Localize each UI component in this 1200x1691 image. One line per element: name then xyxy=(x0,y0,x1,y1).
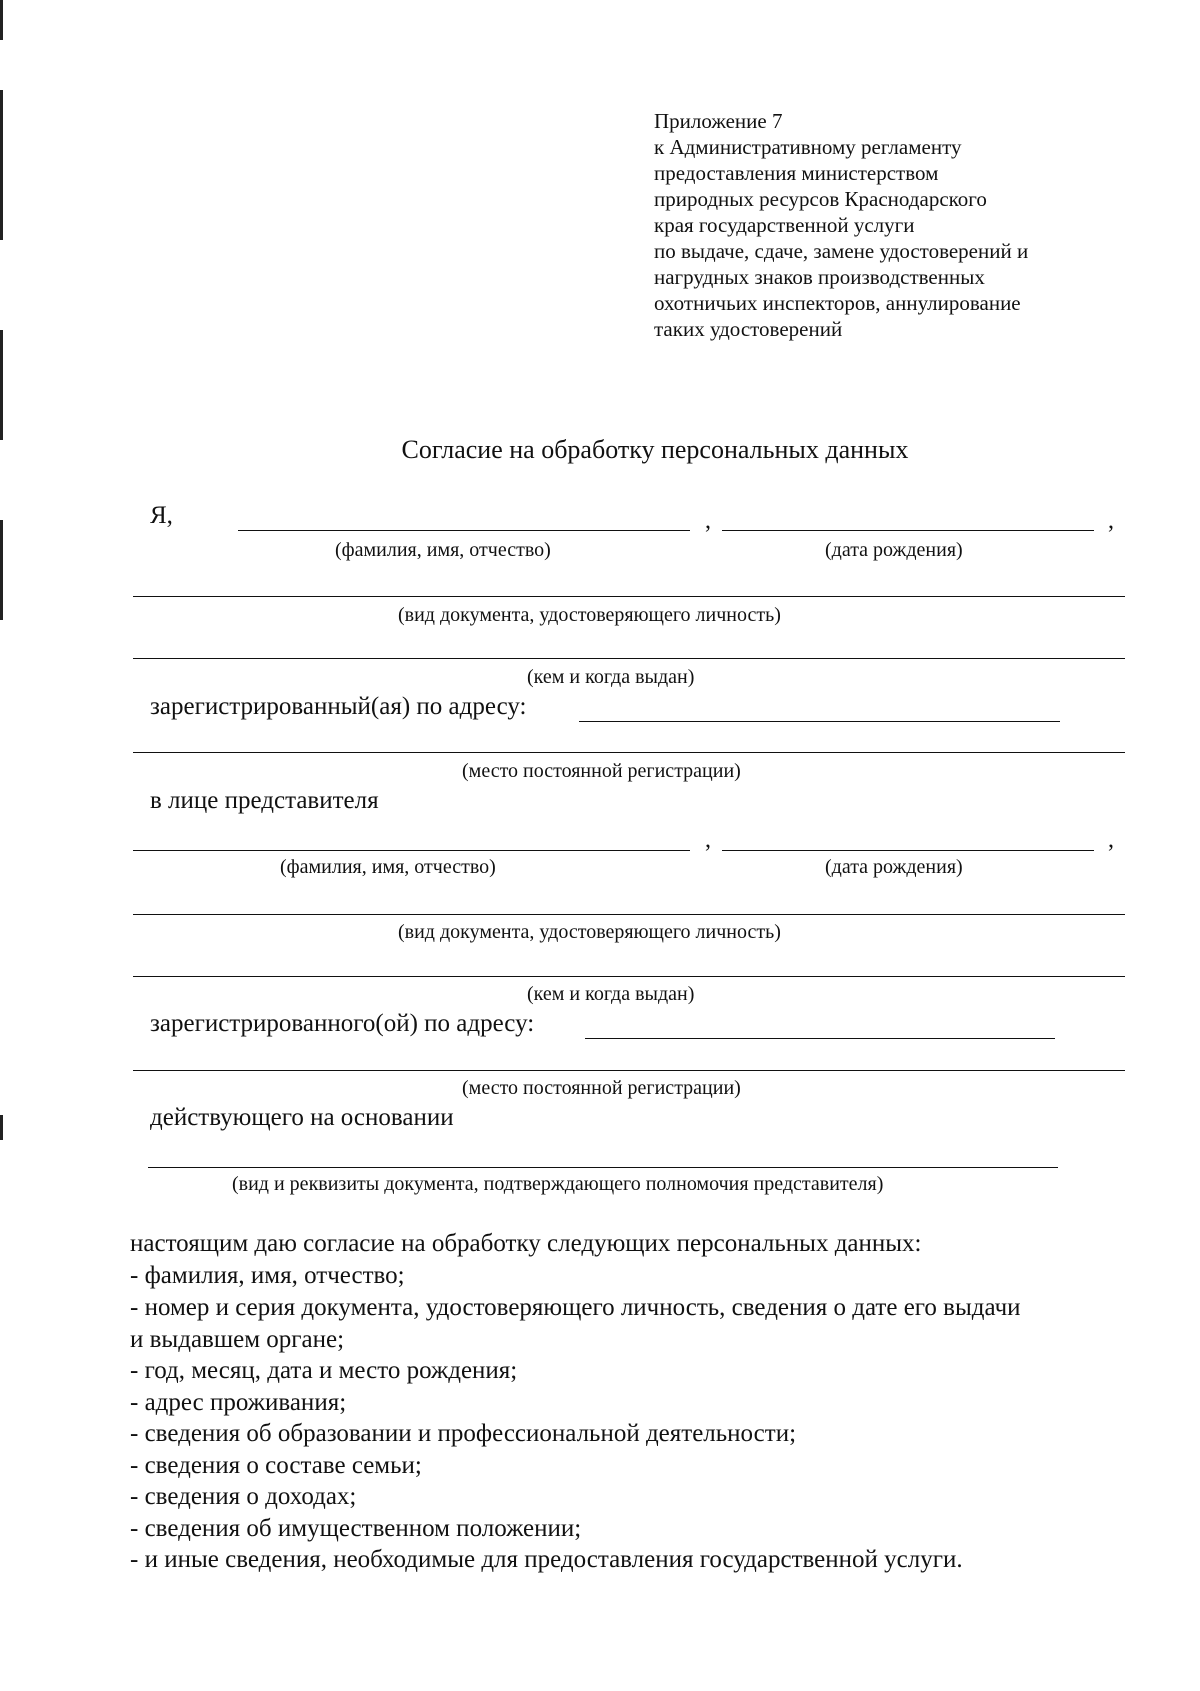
comma-separator: , xyxy=(705,827,711,853)
comma-separator: , xyxy=(1108,827,1114,853)
caption-representative-birthdate: (дата рождения) xyxy=(825,856,963,878)
consent-item: - сведения об имущественном положении; xyxy=(130,1514,582,1542)
caption-applicant-name: (фамилия, имя, отчество) xyxy=(335,539,551,561)
scan-edge-mark xyxy=(0,520,3,620)
representative-label: в лице представителя xyxy=(150,787,379,814)
consent-item: - сведения о доходах; xyxy=(130,1483,357,1510)
caption-applicant-residence: (место постоянной регистрации) xyxy=(462,760,741,782)
representative-basis-field[interactable] xyxy=(148,1167,1058,1168)
applicant-address-field[interactable] xyxy=(579,721,1060,722)
appendix-line: нагрудных знаков производственных xyxy=(654,265,985,289)
consent-section xyxy=(130,1228,1170,1576)
representative-basis-label: действующего на основании xyxy=(150,1104,454,1131)
applicant-birthdate-field[interactable] xyxy=(722,530,1094,531)
appendix-line: природных ресурсов Краснодарского xyxy=(654,187,987,211)
document-title: Согласие на обработку персональных данных xyxy=(401,435,909,464)
appendix-line: по выдаче, сдаче, замене удостоверений и xyxy=(654,239,1029,263)
caption-representative-basis: (вид и реквизиты документа, подтверждающего полномочия представителя) xyxy=(232,1173,884,1195)
caption-applicant-issued-by: (кем и когда выдан) xyxy=(527,666,695,688)
appendix-line: Приложение 7 xyxy=(654,109,783,133)
applicant-address-continuation-field[interactable] xyxy=(133,752,1125,753)
appendix-line: охотничьих инспекторов, аннулирование xyxy=(654,291,1021,315)
representative-issued-by-field[interactable] xyxy=(133,976,1125,977)
appendix-line: края государственной услуги xyxy=(654,213,915,237)
representative-address-field[interactable] xyxy=(585,1038,1055,1039)
comma-separator: , xyxy=(705,508,711,534)
representative-registered-label: зарегистрированного(ой) по адресу: xyxy=(150,1010,535,1037)
applicant-registered-label: зарегистрированный(ая) по адресу: xyxy=(150,693,527,720)
appendix-line: таких удостоверений xyxy=(654,317,843,341)
caption-applicant-id-document: (вид документа, удостоверяющего личность) xyxy=(398,604,781,626)
caption-representative-issued-by: (кем и когда выдан) xyxy=(527,983,695,1005)
consent-item: - номер и серия документа, удостоверяющего личность, сведения о дате его выдачи xyxy=(130,1294,1021,1321)
consent-item: - сведения о составе семьи; xyxy=(130,1451,422,1479)
scan-edge-mark xyxy=(0,1115,3,1140)
applicant-name-field[interactable] xyxy=(238,530,690,531)
applicant-id-document-field[interactable] xyxy=(133,596,1125,597)
consent-item: - год, месяц, дата и место рождения; xyxy=(130,1357,518,1384)
consent-item: - и иные сведения, необходимые для предоставления государственной услуги. xyxy=(130,1546,963,1573)
consent-intro: настоящим даю согласие на обработку следующих персональных данных: xyxy=(130,1230,922,1257)
appendix-header xyxy=(654,108,1028,342)
applicant-issued-by-field[interactable] xyxy=(133,658,1125,659)
consent-item: и выдавшем органе; xyxy=(130,1325,345,1353)
comma-separator: , xyxy=(1108,508,1114,534)
consent-item: - адрес проживания; xyxy=(130,1388,347,1416)
representative-id-document-field[interactable] xyxy=(133,914,1125,915)
appendix-line: к Административному регламенту xyxy=(654,135,962,159)
consent-item: - фамилия, имя, отчество; xyxy=(130,1261,405,1289)
representative-address-continuation-field[interactable] xyxy=(133,1070,1125,1071)
caption-applicant-birthdate: (дата рождения) xyxy=(825,539,963,561)
consent-item: - сведения об образовании и профессиональной деятельности; xyxy=(130,1420,797,1447)
appendix-line: предоставления министерством xyxy=(654,161,939,185)
scan-edge-mark xyxy=(0,90,3,240)
scan-edge-mark xyxy=(0,330,3,440)
caption-representative-name: (фамилия, имя, отчество) xyxy=(280,856,496,878)
caption-representative-residence: (место постоянной регистрации) xyxy=(462,1077,741,1099)
applicant-prefix: Я, xyxy=(150,502,173,529)
caption-representative-id-document: (вид документа, удостоверяющего личность) xyxy=(398,921,781,943)
representative-birthdate-field[interactable] xyxy=(722,850,1094,851)
representative-name-field[interactable] xyxy=(133,850,690,851)
scan-edge-mark xyxy=(0,0,3,40)
